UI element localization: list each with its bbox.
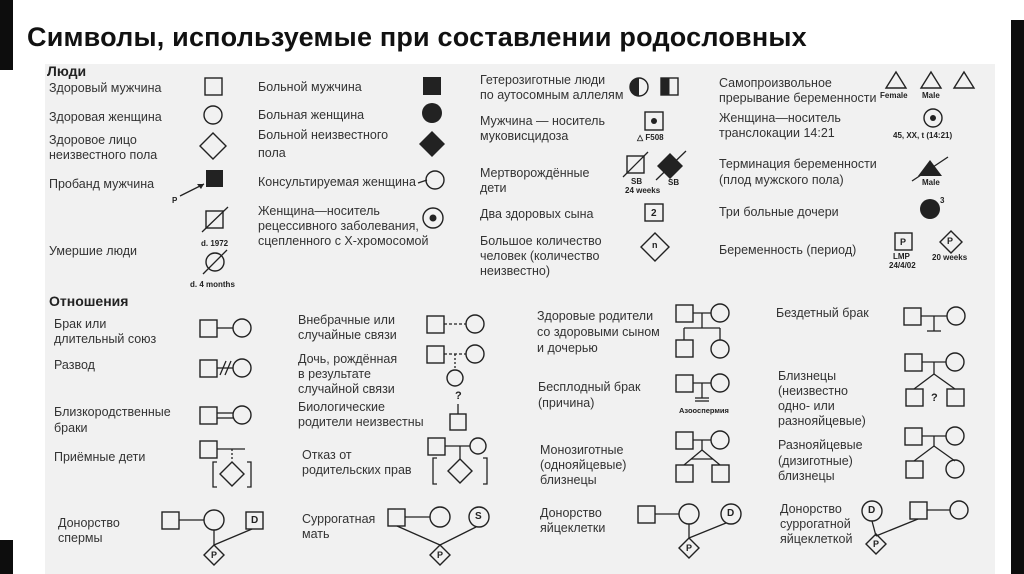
- label-deceased: Умершие люди: [49, 244, 137, 258]
- label-bio-unknown-2: родители неизвестны: [298, 415, 424, 429]
- three-daughters-number: 3: [940, 196, 945, 205]
- label-daughter-casual-1: Дочь, рождённая: [298, 352, 398, 366]
- di-female: [946, 427, 964, 445]
- tw-unknown-twin-1: [906, 389, 923, 406]
- pregnancy-p: P: [900, 237, 907, 247]
- label-extramarital-2: случайные связи: [298, 328, 397, 342]
- azoospermia-caption: Азооспермия: [679, 406, 729, 415]
- label-stillborn-2: дети: [480, 181, 507, 195]
- di-male: [905, 428, 922, 445]
- surr-egg-d: D: [868, 505, 876, 516]
- label-infertile-2: (причина): [538, 396, 595, 410]
- label-di-twins-3: близнецы: [778, 469, 835, 483]
- label-many-people-2: человек (количество: [480, 249, 600, 263]
- label-bio-unknown-1: Биологические: [298, 400, 385, 414]
- label-healthy-unknown-2: неизвестного пола: [49, 148, 158, 162]
- label-twins-unknown-3: одно- или: [778, 399, 835, 413]
- two-sons-number: 2: [651, 208, 657, 219]
- label-healthy-unknown-1: Здоровое лицо: [49, 133, 137, 147]
- surrogate-s: S: [475, 511, 482, 522]
- stillborn-sb-2: SB: [668, 178, 680, 187]
- label-marriage-2: длительный союз: [54, 332, 157, 346]
- label-surrogate-1: Суррогатная: [302, 512, 376, 526]
- label-di-twins-1: Разнояйцевые: [778, 438, 863, 452]
- surrogate-p: P: [437, 550, 444, 560]
- label-healthy-parents-1: Здоровые родители: [537, 309, 654, 323]
- label-refusal-1: Отказ от: [302, 448, 352, 462]
- proband-p-mark: P: [172, 196, 178, 205]
- label-two-sons: Два здоровых сына: [480, 207, 594, 221]
- label-many-people-3: неизвестно): [480, 264, 551, 278]
- di-twin-2: [946, 460, 964, 478]
- section-relations-heading: Отношения: [49, 293, 129, 309]
- label-healthy-female: Здоровая женщина: [49, 110, 162, 124]
- di-twin-1: [906, 461, 923, 478]
- label-di-twins-2: (дизиготные): [778, 454, 853, 468]
- donor-sperm-p: P: [211, 550, 218, 560]
- label-proband-male: Пробанд мужчина: [49, 177, 155, 191]
- tw-unknown-branch-2: [934, 374, 955, 389]
- label-mono-twins-2: (однояйцевые): [540, 458, 627, 472]
- childless-male: [904, 308, 921, 325]
- label-healthy-male: Здоровый мужчина: [49, 81, 162, 95]
- label-twins-unknown-2: (неизвестно: [778, 384, 849, 398]
- label-many-people-1: Большое количество: [480, 234, 602, 248]
- stillborn-weeks: 24 weeks: [625, 186, 661, 195]
- label-translocation-2: транслокации 14:21: [719, 126, 835, 140]
- tw-unknown-question: ?: [931, 392, 938, 404]
- tw-unknown-male: [905, 354, 922, 371]
- donor-egg-d: D: [727, 508, 735, 519]
- label-miscarriage-1: Самопроизвольное: [719, 76, 832, 90]
- label-twins-unknown-4: разнояйцевые): [778, 414, 866, 428]
- many-people-n: n: [652, 240, 658, 250]
- label-stillborn-1: Мертворождённые: [480, 166, 590, 180]
- donor-sperm-d: D: [251, 515, 259, 526]
- label-donor-sperm-1: Донорство: [58, 516, 120, 530]
- weeks-caption: 20 weeks: [932, 253, 968, 262]
- label-adopted: Приёмные дети: [54, 450, 146, 464]
- label-termination-1: Терминация беременности: [719, 157, 877, 171]
- tw-unknown-female: [946, 353, 964, 371]
- label-twins-unknown-1: Близнецы: [778, 369, 837, 383]
- label-termination-2: (плод мужского пола): [719, 173, 844, 187]
- slide-title: Символы, используемые при составлении родословных: [27, 22, 807, 52]
- label-sick-male: Больной мужчина: [258, 80, 362, 94]
- label-sick-female: Больная женщина: [258, 108, 365, 122]
- section-people-heading: Люди: [47, 63, 87, 79]
- label-sick-unknown-2: пола: [258, 146, 286, 160]
- label-extramarital-1: Внебрачные или: [298, 313, 395, 327]
- label-daughter-casual-2: в результате: [298, 367, 371, 381]
- label-sick-unknown-1: Больной неизвестного: [258, 128, 389, 142]
- f508-mark: △ F508: [637, 133, 664, 142]
- lmp-date: 24/4/02: [889, 261, 916, 270]
- stillborn-sb: SB: [631, 177, 643, 186]
- deceased-date: d. 1972: [201, 239, 229, 248]
- surr-egg-female: [950, 501, 968, 519]
- di-branch-2: [934, 446, 955, 461]
- female-caption: Female: [880, 91, 908, 100]
- label-infertile-1: Бесплодный брак: [538, 380, 641, 394]
- label-donor-egg-2: яйцеклетки: [540, 521, 606, 535]
- label-consanguineous-2: браки: [54, 421, 88, 435]
- label-carrier-2: рецессивного заболевания,: [258, 219, 419, 233]
- label-surrogate-2: мать: [302, 527, 330, 541]
- label-surrogate-egg-3: яйцеклеткой: [780, 532, 853, 546]
- surr-egg-diag: [876, 519, 918, 536]
- surr-egg-male: [910, 502, 927, 519]
- label-pregnancy: Беременность (период): [719, 243, 857, 257]
- label-miscarriage-2: прерывание беременности: [719, 91, 877, 105]
- label-consultand: Консультируемая женщина: [258, 175, 416, 189]
- tw-unknown-twin-2: [947, 389, 964, 406]
- donor-egg-p: P: [686, 543, 693, 553]
- label-surrogate-egg-1: Донорство: [780, 502, 842, 516]
- label-consanguineous-1: Близкородственные: [54, 405, 171, 419]
- di-branch-1: [914, 446, 934, 461]
- label-divorce: Развод: [54, 358, 95, 372]
- surr-egg-p: P: [873, 539, 880, 549]
- label-healthy-parents-2: со здоровыми сыном: [537, 325, 660, 339]
- label-marriage-1: Брак или: [54, 317, 107, 331]
- label-heterozygous-2: по аутосомным аллелям: [480, 88, 624, 102]
- karyotype-caption: 45, XX, t (14:21): [893, 131, 953, 140]
- label-carrier-1: Женщина—носитель: [258, 204, 380, 218]
- label-childless: Бездетный брак: [776, 306, 869, 320]
- label-carrier-3: сцепленного с X-хромосомой: [258, 234, 429, 248]
- label-healthy-parents-3: и дочерью: [537, 341, 598, 355]
- tw-unknown-branch-1: [914, 374, 934, 389]
- label-donor-sperm-2: спермы: [58, 531, 103, 545]
- label-mono-twins-1: Монозиготные: [540, 443, 624, 457]
- label-donor-egg-1: Донорство: [540, 506, 602, 520]
- lmp-caption: LMP: [893, 252, 910, 261]
- bio-unknown-question: ?: [455, 390, 462, 402]
- label-three-daughters: Три больные дочери: [719, 205, 839, 219]
- label-cf-carrier-2: муковисцидоза: [480, 129, 569, 143]
- label-translocation-1: Женщина—носитель: [719, 111, 841, 125]
- termination-male-caption: Male: [922, 178, 940, 187]
- label-mono-twins-3: близнецы: [540, 473, 597, 487]
- label-refusal-2: родительских прав: [302, 463, 412, 477]
- male-caption: Male: [922, 91, 940, 100]
- label-heterozygous-1: Гетерозиготные люди: [480, 73, 606, 87]
- pregnancy-diamond-p: P: [947, 236, 954, 246]
- label-cf-carrier-1: Мужчина — носитель: [480, 114, 605, 128]
- label-daughter-casual-3: случайной связи: [298, 382, 395, 396]
- label-surrogate-egg-2: суррогатной: [780, 517, 851, 531]
- deceased-age: d. 4 months: [190, 280, 235, 289]
- childless-female: [947, 307, 965, 325]
